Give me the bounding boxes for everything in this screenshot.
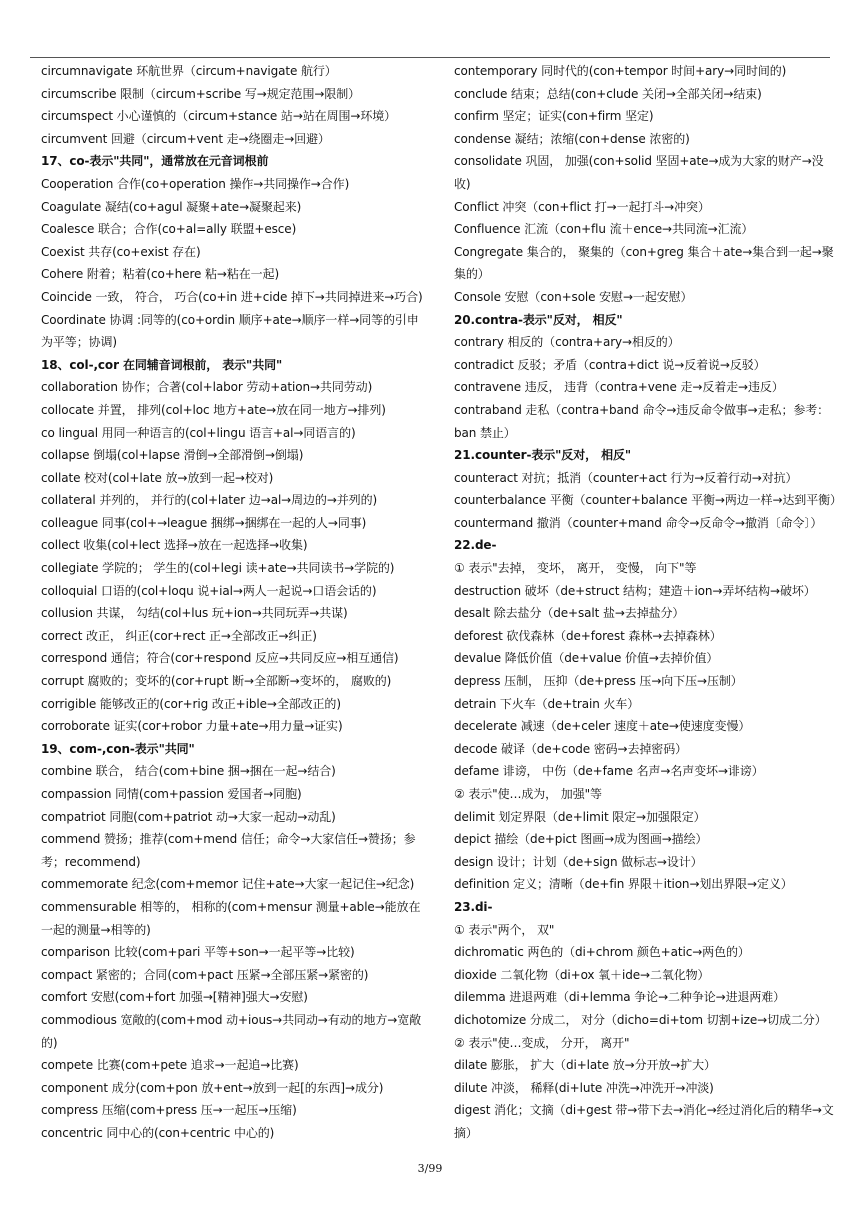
section-heading: 20.contra-表示"反对， 相反" xyxy=(453,312,623,327)
vocab-entry: corrupt 腐败的；变坏的(cor+rupt 断→全部断→变坏的， 腐败的) xyxy=(41,674,392,689)
vocab-entry: compress 压缩(com+press 压→一起压→压缩) xyxy=(41,1103,297,1118)
vocab-entry: consolidate 巩固， 加强(con+solid 坚固+ate→成为大家的财产→没收) xyxy=(453,154,824,191)
vocab-entry: collaboration 协作；合著(col+labor 劳动+ation→共同劳动) xyxy=(41,380,373,395)
vocab-entry: colloquial 口语的(col+loqu 说+ial→两人一起说→口语会话的) xyxy=(41,583,377,598)
vocab-entry: Cooperation 合作(co+operation 操作→共同操作→合作) xyxy=(41,176,350,191)
section-heading: 22.de- xyxy=(453,538,497,553)
vocab-entry: collateral 并列的， 并行的(col+later 边→al→周边的→并列的) xyxy=(41,493,378,508)
vocab-entry: ① 表示"两个， 双" xyxy=(453,922,555,937)
vocab-entry: digest 消化；文摘（di+gest 带→带下去→消化→经过消化后的精华→文摘） xyxy=(453,1103,834,1140)
vocab-entry: concentric 同中心的(con+centric 中心的) xyxy=(41,1125,275,1140)
vocab-entry: comparison 比较(com+pari 平等+son→一起平等→比较) xyxy=(41,945,355,960)
vocab-entry: depict 描绘（de+pict 图画→成为图画→描绘） xyxy=(453,832,708,847)
vocab-entry: collate 校对(col+late 放→放到一起→校对) xyxy=(41,470,274,485)
section-heading: 17、co-表示"共同"，通常放在元音词根前 xyxy=(41,154,269,169)
vocab-entry: depress 压制， 压抑（de+press 压→向下压→压制） xyxy=(453,674,743,689)
vocab-entry: countermand 撤消（counter+mand 命令→反命令→撤消〔命令〕） xyxy=(453,515,823,530)
vocab-entry: collect 收集(col+lect 选择→放在一起选择→收集) xyxy=(41,538,308,553)
vocab-entry: commodious 宽敞的(com+mod 动+ious→共同动→有动的地方→宽敞的) xyxy=(41,1012,422,1050)
left-column xyxy=(41,60,429,1145)
vocab-entry: contravene 违反， 违背（contra+vene 走→反着走→违反） xyxy=(453,380,784,395)
vocab-entry: Coincide 一致， 符合， 巧合(co+in 进+cide 掉下→共同掉进来→巧合) xyxy=(41,289,423,304)
header-rule xyxy=(30,57,830,58)
vocab-entry: conclude 结束；总结(con+clude 关闭→全部关闭→结束) xyxy=(453,86,762,101)
vocab-entry: devalue 降低价值（de+value 价值→去掉价值） xyxy=(453,651,719,666)
vocab-entry: contemporary 同时代的(con+tempor 时间+ary→同时间的) xyxy=(453,64,787,78)
vocab-entry: dilate 膨胀， 扩大（di+late 放→分开放→扩大） xyxy=(453,1058,716,1073)
vocab-entry: destruction 破坏（de+struct 结构；建造＋ion→弄坏结构→破坏） xyxy=(453,583,816,598)
vocab-entry: contradict 反驳；矛盾（contra+dict 说→反着说→反驳） xyxy=(453,357,766,372)
vocab-entry: component 成分(com+pon 放+ent→放到一起[的东西]→成分) xyxy=(41,1080,384,1095)
vocab-entry: ① 表示"去掉， 变坏， 离开， 变慢， 向下"等 xyxy=(453,561,697,576)
vocab-entry: Coalesce 联合；合作(co+al=ally 联盟+esce) xyxy=(41,222,297,237)
vocab-entry: commensurable 相等的， 相称的(com+mensur 测量+able→能放在一起的测量→相等的) xyxy=(41,899,421,937)
vocab-entry: dichromatic 两色的（di+chrom 颜色+atic→两色的） xyxy=(453,945,750,960)
vocab-entry: circumscribe 限制（circum+scribe 写→规定范围→限制） xyxy=(41,86,361,101)
vocab-entry: condense 凝结；浓缩(con+dense 浓密的) xyxy=(453,131,690,146)
section-heading: 21.counter-表示"反对， 相反" xyxy=(453,448,632,463)
page-number: 3/99 xyxy=(417,1162,443,1175)
vocab-entry: Confluence 汇流（con+flu 流＋ence→共同流→汇流） xyxy=(453,222,754,237)
vocab-entry: circumspect 小心谨慎的（circum+stance 站→站在周围→环境） xyxy=(41,109,397,124)
page-columns xyxy=(41,60,842,1145)
vocab-entry: compassion 同情(com+passion 爱国者→同胞) xyxy=(41,787,302,801)
vocab-entry: collusion 共谋， 勾结(col+lus 玩+ion→共同玩弄→共谋) xyxy=(41,606,348,621)
vocab-entry: counterbalance 平衡（counter+balance 平衡→两边一样→达到平衡） xyxy=(453,493,842,508)
vocab-entry: ② 表示"使…成为， 加强"等 xyxy=(453,787,602,801)
section-heading: 23.di- xyxy=(453,899,493,914)
vocab-entry: Console 安慰（con+sole 安慰→一起安慰） xyxy=(453,289,693,304)
vocab-entry: dilute 冲淡， 稀释(di+lute 冲洗→冲洗开→冲淡) xyxy=(453,1080,714,1095)
vocab-entry: desalt 除去盐分（de+salt 盐→去掉盐分） xyxy=(453,606,685,621)
vocab-entry: confirm 坚定；证实(con+firm 坚定) xyxy=(453,109,654,124)
vocab-entry: counteract 对抗；抵消（counter+act 行为→反着行动→对抗） xyxy=(453,470,798,485)
vocab-entry: Coagulate 凝结(co+agul 凝聚+ate→凝聚起来) xyxy=(41,199,302,214)
section-heading: 19、com-,con-表示"共同" xyxy=(41,741,195,756)
vocab-entry: compete 比赛(com+pete 追求→一起追→比赛) xyxy=(41,1058,299,1073)
vocab-entry: deforest 砍伐森林（de+forest 森林→去掉森林） xyxy=(453,628,722,643)
vocab-entry: ② 表示"使…变成， 分开， 离开" xyxy=(453,1035,630,1050)
vocab-entry: combine 联合， 结合(com+bine 捆→捆在一起→结合) xyxy=(41,764,336,779)
vocab-entry: dichotomize 分成二， 对分（dicho=di+tom 切割+ize→切成二分） xyxy=(453,1012,827,1027)
vocab-entry: compatriot 同胞(com+patriot 动→大家一起动→动乱) xyxy=(41,809,336,824)
vocab-entry: Conflict 冲突（con+flict 打→一起打斗→冲突） xyxy=(453,199,710,214)
vocab-entry: detrain 下火车（de+train 火车） xyxy=(453,696,640,711)
vocab-entry: collocate 并置， 排列(col+loc 地方+ate→放在同一地方→排列) xyxy=(41,402,386,417)
vocab-entry: compact 紧密的；合同(com+pact 压紧→全部压紧→紧密的) xyxy=(41,967,369,982)
vocab-entry: collapse 倒塌(col+lapse 滑倒→全部滑倒→倒塌) xyxy=(41,448,304,463)
vocab-entry: corrigible 能够改正的(cor+rig 改正+ible→全部改正的) xyxy=(41,696,341,711)
vocab-entry: commend 赞扬；推荐(com+mend 信任；命令→大家信任→赞扬；参考；recommend) xyxy=(41,832,416,869)
vocab-entry: decode 破译（de+code 密码→去掉密码） xyxy=(453,741,688,756)
right-column xyxy=(453,60,842,1145)
vocab-entry: commemorate 纪念(com+memor 记住+ate→大家一起记住→纪念) xyxy=(41,877,415,892)
vocab-entry: corroborate 证实(cor+robor 力量+ate→用力量→证实) xyxy=(41,719,343,734)
vocab-entry: Coordinate 协调 :同等的(co+ordin 顺序+ate→顺序一样→同等的引申为平等；协调) xyxy=(41,312,419,350)
vocab-entry: collegiate 学院的； 学生的(col+legi 读+ate→共同读书→学院的) xyxy=(41,561,395,576)
vocab-entry: delimit 划定界限（de+limit 限定→加强限定） xyxy=(453,809,706,824)
vocab-entry: dioxide 二氧化物（di+ox 氧＋ide→二氧化物） xyxy=(453,967,710,982)
vocab-entry: definition 定义；清晰（de+fin 界限＋ition→划出界限→定义） xyxy=(453,877,793,892)
vocab-entry: colleague 同事(col+→league 捆绑→捆绑在一起的人→同事) xyxy=(41,515,367,530)
vocab-entry: dilemma 进退两难（di+lemma 争论→二种争论→进退两难） xyxy=(453,990,786,1005)
vocab-entry: defame 诽谤， 中伤（de+fame 名声→名声变坏→诽谤） xyxy=(453,764,764,779)
vocab-entry: contrary 相反的（contra+ary→相反的） xyxy=(453,335,680,350)
vocab-entry: Coexist 共存(co+exist 存在) xyxy=(41,244,201,259)
vocab-entry: Cohere 附着；粘着(co+here 粘→粘在一起) xyxy=(41,267,280,282)
vocab-entry: correspond 通信；符合(cor+respond 反应→共同反应→相互通信) xyxy=(41,651,399,666)
vocab-entry: Congregate 集合的， 聚集的（con+greg 集合＋ate→集合到一起→聚集的） xyxy=(453,244,834,282)
vocab-entry: circumnavigate 环航世界（circum+navigate 航行） xyxy=(41,64,337,78)
vocab-entry: design 设计；计划（de+sign 做标志→设计） xyxy=(453,854,703,869)
section-heading: 18、col-,cor 在同辅音词根前， 表示"共同" xyxy=(41,357,283,372)
vocab-entry: correct 改正， 纠正(cor+rect 正→全部改正→纠正) xyxy=(41,628,317,643)
vocab-entry: contraband 走私（contra+band 命令→违反命令做事→走私；参考：ban 禁止） xyxy=(453,402,830,440)
vocab-entry: decelerate 减速（de+celer 速度＋ate→使速度变慢） xyxy=(453,719,751,734)
vocab-entry: co lingual 用同一种语言的(col+lingu 语言+al→同语言的) xyxy=(41,425,356,440)
vocab-entry: comfort 安慰(com+fort 加强→[精神]强大→安慰) xyxy=(41,990,308,1005)
vocab-entry: circumvent 回避（circum+vent 走→绕圈走→回避） xyxy=(41,131,330,146)
